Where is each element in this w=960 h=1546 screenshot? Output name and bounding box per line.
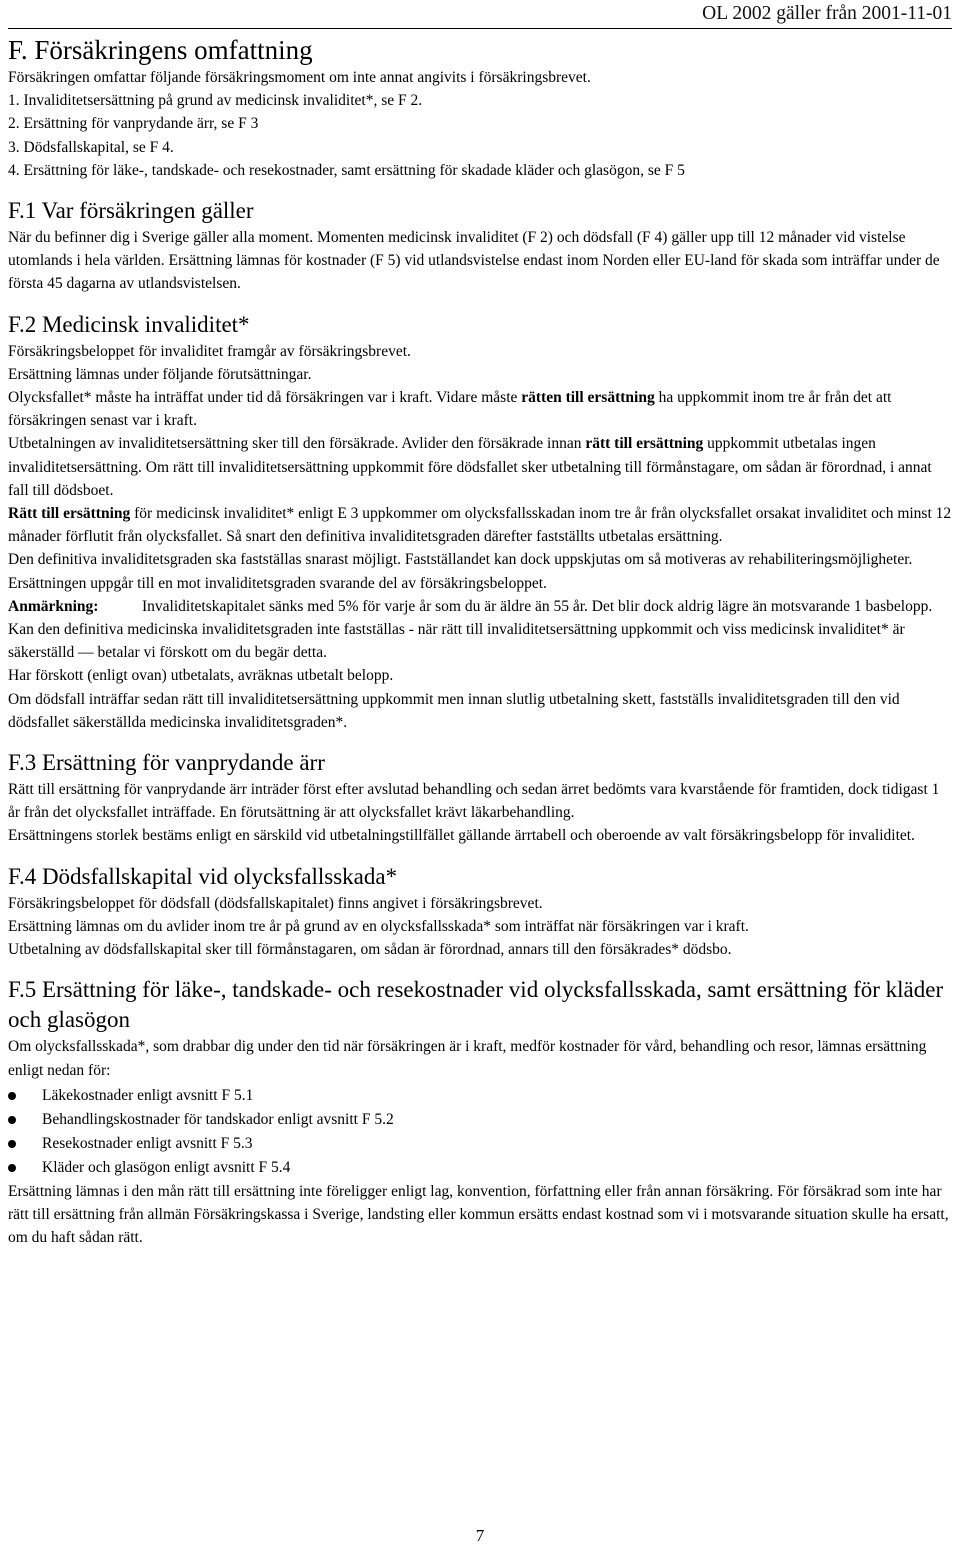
section-f5: [8, 975, 954, 1249]
paragraph: Om olycksfallsskada*, som drabbar dig under den tid när försäkringen är i kraft, medför kostnader för vård, behandling och resor, lämnas ersättning enligt nedan för:: [8, 1038, 927, 1079]
document-reference: OL 2002 gäller från 2001-11-01: [702, 3, 952, 24]
paragraph: Den definitiva invaliditetsgraden ska fastställas snarast möjligt. Fastställandet kan dock uppskjutas om så motiveras av rehabiliteringsmöjligheter.: [8, 551, 913, 569]
page-content: [8, 34, 954, 1249]
bullet-icon: [8, 1140, 16, 1148]
paragraph: Ersättningen uppgår till en mot invaliditetsgraden svarande del av försäkringsbeloppet.: [8, 574, 547, 592]
list-item: Kläder och glasögon enligt avsnitt F 5.4: [8, 1156, 954, 1180]
note: [8, 595, 954, 618]
paragraph: Försäkringsbeloppet för dödsfall (dödsfallskapitalet) finns angivet i försäkringsbrevet.: [8, 894, 543, 912]
page-header: [8, 2, 952, 29]
page-number: 7: [475, 1526, 485, 1545]
cost-list: [8, 1084, 954, 1180]
paragraph: Kan den definitiva medicinska invaliditetsgraden inte fastställas - när rätt till invaliditetsersättning uppkommit och viss medicinsk invaliditet* är säkerställd — betalar vi förskott om du begär detta.: [8, 621, 905, 662]
bullet-icon: [8, 1116, 16, 1124]
paragraph: Utbetalningen av invaliditetsersättning sker till den försäkrade. Avlider den försäkrade innan rätt till ersättning uppkommit utbetalas ingen invaliditetsersättning. Om rätt till invaliditetsersättning uppkommit före dödsfallet sker utbetalning till förmånstagare, om sådan är förordnad, i annat fall till dödsboet.: [8, 435, 932, 499]
section-f1: [8, 196, 954, 296]
section-f-intro: Försäkringen omfattar följande försäkringsmoment om inte annat angivits i försäkringsbrevet.: [8, 69, 591, 86]
moment-item: 3. Dödsfallskapital, se F 4.: [8, 138, 174, 156]
section-f1-text: När du befinner dig i Sverige gäller alla moment. Momenten medicinsk invaliditet (F 2) och dödsfall (F 4) gäller upp till 12 månader vid vistelse utomlands i hela världen. Ersättning lämnas för kostnader (F 5) vid utlandsvistelse endast inom Norden eller EU-land för skada som inträffar under de första 45 dagarna av utlandsvistelsen.: [8, 229, 940, 293]
section-f4-heading: F.4 Dödsfallskapital vid olycksfallsskada*: [8, 863, 398, 889]
bold-term: Rätt till ersättning: [8, 505, 131, 523]
paragraph: Rätt till ersättning för vanprydande ärr inträder först efter avslutad behandling och sedan ärret bedömts vara kvarstående för framtiden, dock tidigast 1 år från det olycksfallet inträffade. En förutsättning är att olycksfallet krävt läkarbehandling.: [8, 781, 940, 822]
bullet-icon: [8, 1164, 16, 1172]
moment-list: [8, 89, 954, 182]
bold-term: rätt till ersättning: [585, 435, 704, 453]
section-f4: [8, 862, 954, 962]
paragraph: Ersättning lämnas under följande förutsättningar.: [8, 365, 312, 383]
moment-item: 1. Invaliditetsersättning på grund av medicinsk invaliditet*, se F 2.: [8, 92, 423, 110]
list-item: Resekostnader enligt avsnitt F 5.3: [8, 1132, 954, 1156]
list-item: Behandlingskostnader för tandskador enligt avsnitt F 5.2: [8, 1108, 954, 1132]
paragraph: Olycksfallet* måste ha inträffat under tid då försäkringen var i kraft. Vidare måste rätten till ersättning ha uppkommit inom tre år från det att försäkringen senast var i kraft.: [8, 389, 892, 430]
moment-item: 2. Ersättning för vanprydande ärr, se F 3: [8, 115, 259, 133]
paragraph: Ersättning lämnas i den mån rätt till ersättning inte föreligger enligt lag, konvention, författning eller från annan försäkring. För försäkrad som inte har rätt till ersättning från allmän Försäkringskassa i Sverige, landsting eller kommun ersätts endast kostnad som vi i motsvarande situation skulle ha ersatt, om du haft sådan rätt.: [8, 1182, 949, 1247]
section-f2: [8, 310, 954, 734]
paragraph: Om dödsfall inträffar sedan rätt till invaliditetsersättning uppkommit men innan slutlig utbetalning skett, fastställs invaliditetsgraden till den vid dödsfallet säkerställda medicinska invaliditetsgraden*.: [8, 690, 900, 731]
section-f-title: F. Försäkringens omfattning: [8, 35, 313, 65]
paragraph: Försäkringsbeloppet för invaliditet framgår av försäkringsbrevet.: [8, 342, 411, 360]
section-f1-heading: F.1 Var försäkringen gäller: [8, 198, 254, 224]
section-f2-heading: F.2 Medicinsk invaliditet*: [8, 311, 250, 337]
bullet-icon: [8, 1092, 16, 1100]
paragraph: Ersättningens storlek bestäms enligt en särskild vid utbetalningstillfället gällande ärrtabell och oberoende av valt försäkringsbelopp för invaliditet.: [8, 827, 915, 845]
section-f5-heading: F.5 Ersättning för läke-, tandskade- och resekostnader vid olycksfallsskada, samt ersättning för kläder och glasögon: [8, 977, 944, 1033]
note-label: Anmärkning:: [8, 597, 99, 615]
bold-term: rätten till ersättning: [521, 389, 655, 407]
moment-item: 4. Ersättning för läke-, tandskade- och resekostnader, samt ersättning för skadade kläder och glasögon, se F 5: [8, 161, 685, 179]
paragraph: Ersättning lämnas om du avlider inom tre år på grund av en olycksfallsskada* som inträffat när försäkringen var i kraft.: [8, 917, 749, 935]
paragraph: Har förskott (enligt ovan) utbetalats, avräknas utbetalt belopp.: [8, 667, 394, 685]
paragraph: Utbetalning av dödsfallskapital sker till förmånstagaren, om sådan är förordnad, annars till den försäkrades* dödsbo.: [8, 941, 732, 959]
list-item: Läkekostnader enligt avsnitt F 5.1: [8, 1084, 954, 1108]
section-f3-heading: F.3 Ersättning för vanprydande ärr: [8, 750, 325, 776]
note-text: Invaliditetskapitalet sänks med 5% för varje år som du är äldre än 55 år. Det blir dock aldrig lägre än motsvarande 1 basbelopp.: [142, 597, 933, 615]
section-f3: [8, 748, 954, 848]
paragraph: Rätt till ersättning för medicinsk invaliditet* enligt E 3 uppkommer om olycksfallsskadan inom tre år från olycksfallet orsakat invaliditet och minst 12 månader förflutit från olycksfallet. Så snart den definitiva invaliditetsgraden därefter fastställts utbetalas ersättning.: [8, 505, 952, 546]
